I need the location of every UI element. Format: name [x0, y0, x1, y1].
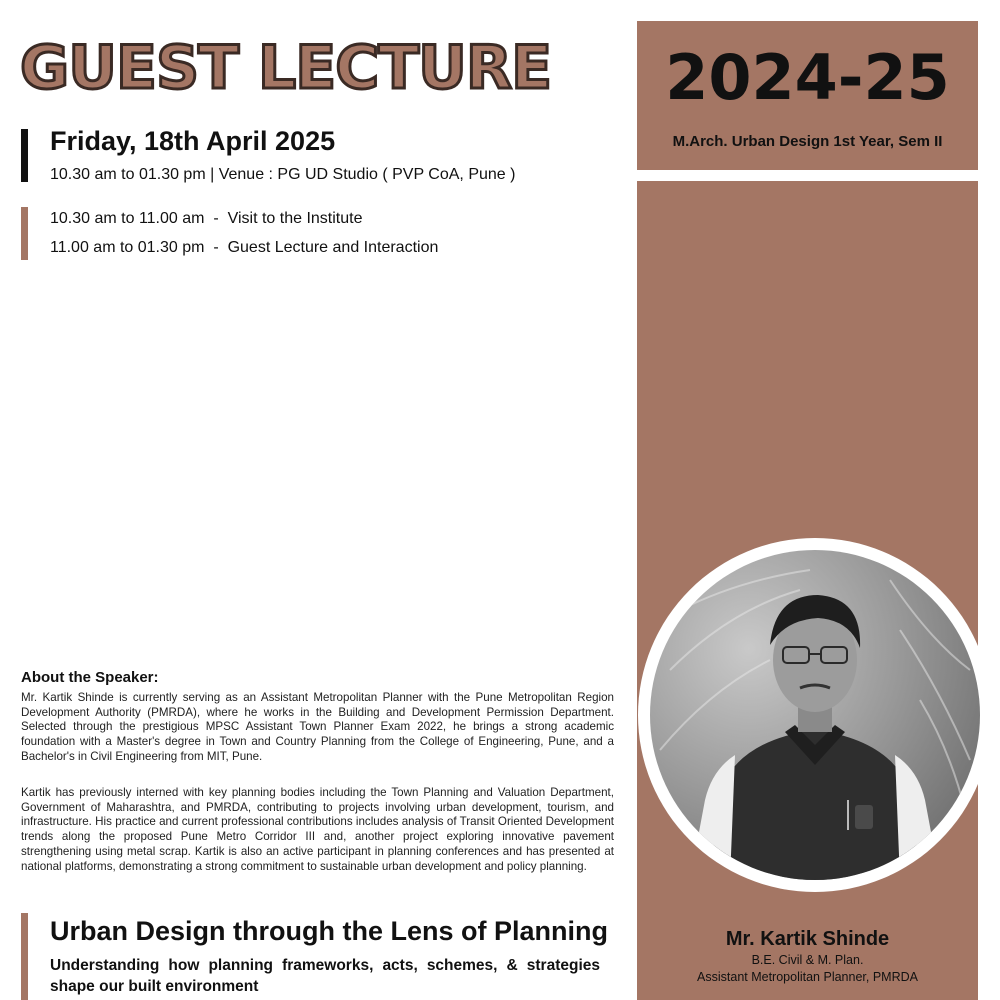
speaker-photo — [650, 550, 980, 880]
topic-accent-bar — [21, 913, 28, 1000]
schedule-time: 10.30 am to 11.00 am — [50, 210, 205, 227]
schedule-separator: - — [204, 210, 228, 227]
year-panel — [637, 21, 978, 170]
schedule-item — [50, 239, 438, 257]
schedule-separator: - — [204, 239, 228, 256]
event-title: GUEST LECTURE — [20, 33, 552, 103]
speaker-role: Assistant Metropolitan Planner, PMRDA — [697, 970, 918, 984]
speaker-photo-frame — [638, 538, 992, 892]
lecture-topic-title: Urban Design through the Lens of Planning — [50, 916, 608, 946]
speaker-degrees: B.E. Civil & M. Plan. — [751, 953, 864, 967]
about-paragraph-2: Kartik has previously interned with key planning bodies including the Town Planning and Valuation Department, Government of Maharashtra, and PMRDA, contributing to projects involving urban development, tourism, and infrastructure. His practice and current professional contributions includes analysis of Transit Oriented Development trends along the proposed Pune Metro Corridor III and, another project exploring innovative pavement strengthening using metal scrap. Kartik is also an active participant in planning conferences and has presented at national platforms, demonstrating a strong commitment to sustainable urban development and policy planning. — [21, 786, 614, 873]
event-time-venue: 10.30 am to 01.30 pm | Venue : PG UD Studio ( PVP CoA, Pune ) — [50, 166, 516, 183]
event-date: Friday, 18th April 2025 — [50, 126, 336, 156]
about-heading: About the Speaker: — [21, 669, 159, 686]
academic-year: 2024-25 — [665, 41, 950, 114]
speaker-name: Mr. Kartik Shinde — [725, 928, 890, 950]
schedule-activity: Guest Lecture and Interaction — [227, 239, 439, 256]
schedule-activity: Visit to the Institute — [227, 210, 363, 227]
schedule-accent-bar — [21, 207, 28, 260]
course-label: M.Arch. Urban Design 1st Year, Sem II — [672, 133, 943, 150]
schedule-item — [50, 210, 362, 228]
date-accent-bar — [21, 129, 28, 182]
lecture-topic-subtitle: Understanding how planning frameworks, acts, schemes, & strategies shape our built environment — [50, 957, 600, 995]
schedule-time: 11.00 am to 01.30 pm — [50, 239, 205, 256]
speaker-portrait-illustration — [650, 550, 980, 880]
about-paragraph-1: Mr. Kartik Shinde is currently serving as an Assistant Metropolitan Planner with the Pune Metropolitan Region Development Authority (PMRDA), where he works in the Building and Development Permission Department. Selected through the prestigious MPSC Assistant Town Planner Exam 2022, he brings a strong academic foundation with a Master's degree in Town and Country Planning from the College of Engineering, Pune, and a Bachelor's in Civil Engineering from MIT, Pune. — [21, 691, 614, 763]
